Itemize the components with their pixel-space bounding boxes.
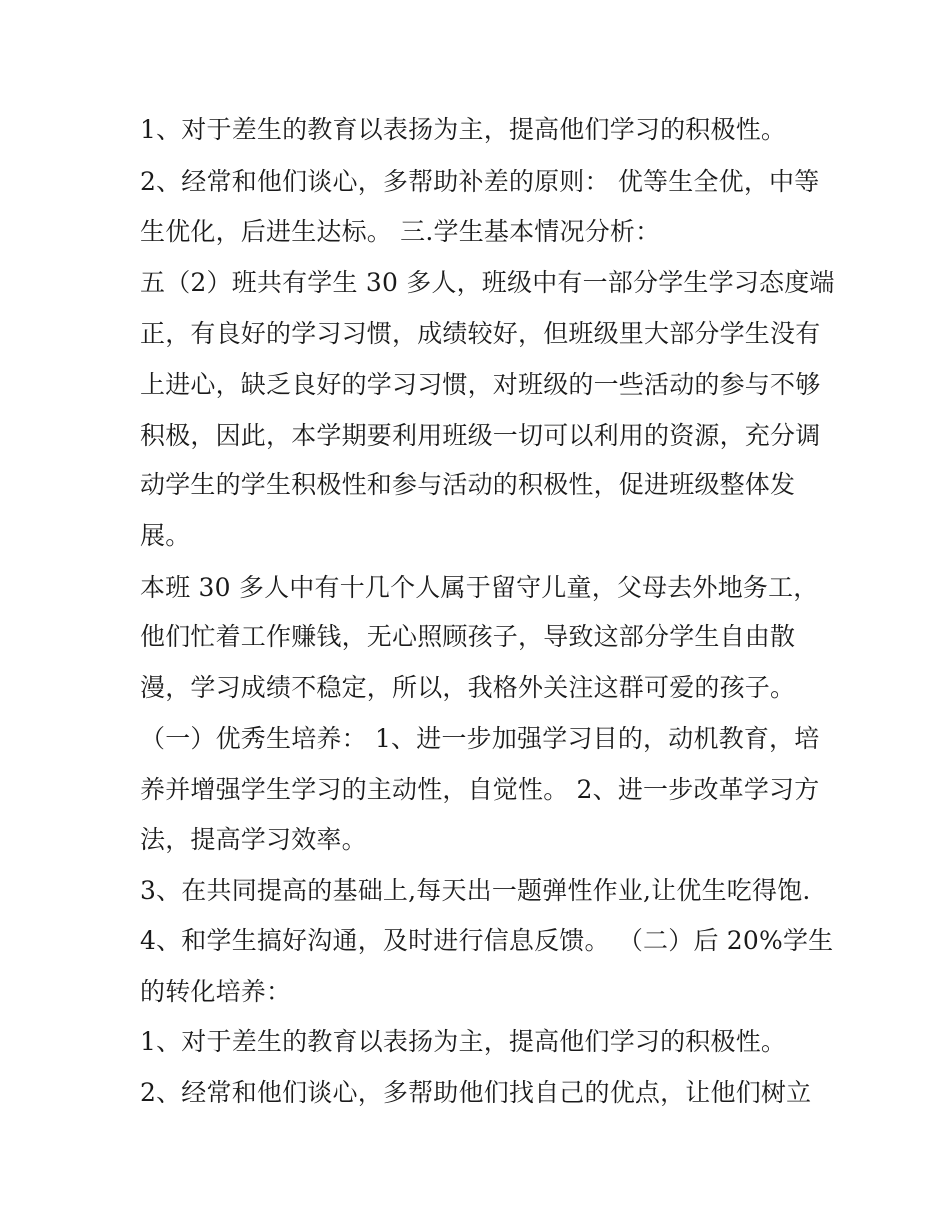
text-line: 1、对于差生的教育以表扬为主，提高他们学习的积极性。 (140, 115, 787, 144)
text-line: 养并增强学生学习的主动性，自觉性。 2、进一步改革学习方 (140, 775, 820, 804)
text-line: 2、经常和他们谈心，多帮助补差的原则： 优等生全优，中等 (140, 167, 820, 196)
text-line: 展。 (140, 521, 191, 550)
text-line: （一）优秀生培养： 1、进一步加强学习目的，动机教育，培 (140, 724, 820, 753)
text-line: 动学生的学生积极性和参与活动的积极性，促进班级整体发 (140, 470, 796, 499)
text-line: 1、对于差生的教育以表扬为主，提高他们学习的积极性。 (140, 1027, 787, 1056)
text-line: 本班 30 多人中有十几个人属于留守儿童，父母去外地务工， (140, 573, 819, 602)
text-line: 上进心，缺乏良好的学习习惯，对班级的一些活动的参与不够 (140, 370, 821, 399)
text-line: 五（2）班共有学生 30 多人，班级中有一部分学生学习态度端 (140, 268, 835, 297)
text-line: 的转化培养： (140, 977, 292, 1006)
text-line: 生优化，后进生达标。 三.学生基本情况分析： (140, 217, 661, 246)
text-line: 4、和学生搞好沟通，及时进行信息反馈。 （二）后 20%学生 (140, 926, 834, 955)
text-line: 法，提高学习效率。 (140, 825, 367, 854)
text-line: 2、经常和他们谈心，多帮助他们找自己的优点，让他们树立 (140, 1078, 812, 1107)
text-line: 他们忙着工作赚钱，无心照顾孩子，导致这部分学生自由散 (140, 622, 796, 651)
text-line: 漫，学习成绩不稳定，所以，我格外关注这群可爱的孩子。 (140, 673, 796, 702)
text-line: 3、在共同提高的基础上,每天出一题弹性作业,让优生吃得饱. (140, 876, 811, 905)
text-line: 积极，因此，本学期要利用班级一切可以利用的资源，充分调 (140, 421, 821, 450)
text-line: 正，有良好的学习习惯，成绩较好，但班级里大部分学生没有 (140, 319, 821, 348)
